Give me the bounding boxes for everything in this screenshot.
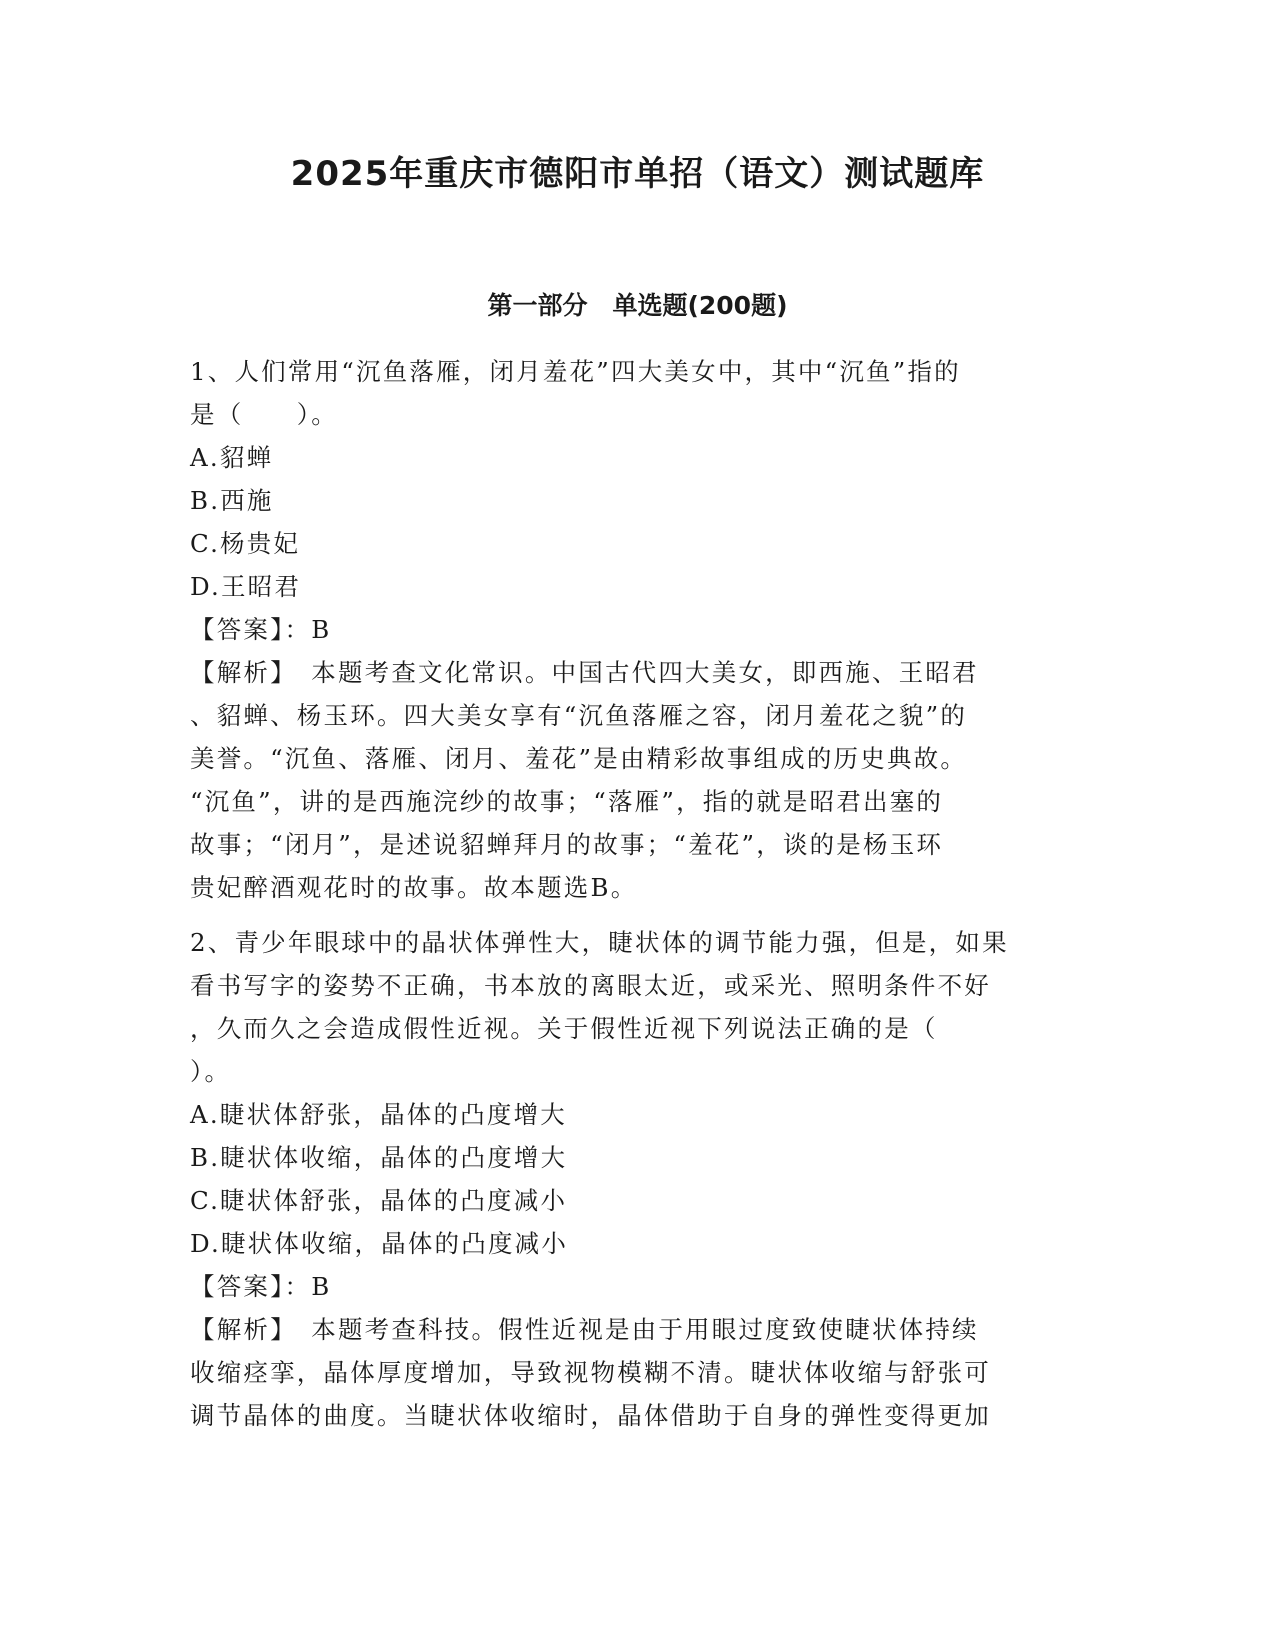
answer-line: 【答案】：B xyxy=(190,615,332,644)
explanation xyxy=(190,1308,1090,1437)
explanation-line: 收缩痉挛，晶体厚度增加，导致视物模糊不清。睫状体收缩与舒张可 xyxy=(190,1358,991,1387)
explanation xyxy=(190,651,1090,909)
option-list xyxy=(190,1093,1090,1265)
explanation-line: 故事；“闭月”，是述说貂蝉拜月的故事；“羞花”，谈的是杨玉环 xyxy=(190,830,944,859)
option-d: D.睫状体收缩，晶体的凸度减小 xyxy=(190,1229,569,1258)
option-b: B.睫状体收缩，晶体的凸度增大 xyxy=(190,1143,568,1172)
section-heading: 第一部分 单选题(200题) xyxy=(487,291,788,320)
stem-line: ）。 xyxy=(190,1057,232,1086)
option-d: D.王昭君 xyxy=(190,572,302,601)
option-c: C.睫状体舒张，晶体的凸度减小 xyxy=(190,1186,568,1215)
explanation-line: 【解析】 本题考查科技。假性近视是由于用眼过度致使睫状体持续 xyxy=(190,1315,979,1344)
option-list xyxy=(190,436,1090,608)
explanation-line: 、貂蝉、杨玉环。四大美女享有“沉鱼落雁之容，闭月羞花之貌”的 xyxy=(190,701,968,730)
question-item xyxy=(190,921,1090,1437)
question-list xyxy=(190,350,1090,1437)
explanation-line: 调节晶体的曲度。当睫状体收缩时，晶体借助于自身的弹性变得更加 xyxy=(190,1401,991,1430)
question-stem xyxy=(190,350,1090,436)
stem-line: 1、人们常用“沉鱼落雁，闭月羞花”四大美女中，其中“沉鱼”指的 xyxy=(190,357,961,386)
option-b: B.西施 xyxy=(190,486,274,515)
answer-line: 【答案】：B xyxy=(190,1272,332,1301)
explanation-line: “沉鱼”，讲的是西施浣纱的故事；“落雁”，指的就是昭君出塞的 xyxy=(190,787,944,816)
option-a: A.睫状体舒张，晶体的凸度增大 xyxy=(190,1100,567,1129)
stem-line: 是（ ）。 xyxy=(190,400,338,429)
option-a: A.貂蝉 xyxy=(190,443,274,472)
explanation-line: 贵妃醉酒观花时的故事。故本题选B。 xyxy=(190,873,638,902)
stem-line: 2、青少年眼球中的晶状体弹性大，睫状体的调节能力强，但是，如果 xyxy=(190,928,1009,957)
question-stem xyxy=(190,921,1090,1093)
explanation-line: 美誉。“沉鱼、落雁、闭月、羞花”是由精彩故事组成的历史典故。 xyxy=(190,744,968,773)
stem-line: ，久而久之会造成假性近视。关于假性近视下列说法正确的是（ xyxy=(190,1014,938,1043)
stem-line: 看书写字的姿势不正确，书本放的离眼太近，或采光、照明条件不好 xyxy=(190,971,991,1000)
question-item xyxy=(190,350,1090,909)
document-title: 2025年重庆市德阳市单招（语文）测试题库 xyxy=(290,154,985,194)
explanation-line: 【解析】 本题考查文化常识。中国古代四大美女，即西施、王昭君 xyxy=(190,658,979,687)
option-c: C.杨贵妃 xyxy=(190,529,301,558)
